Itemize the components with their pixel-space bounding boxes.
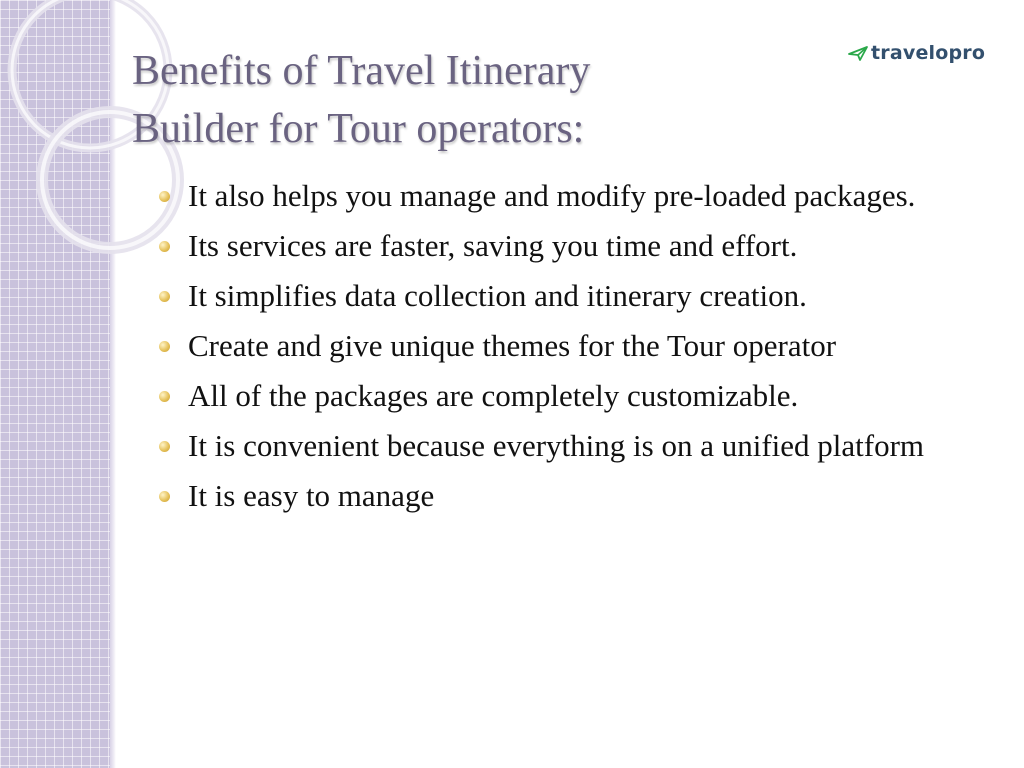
slide-title <box>132 42 752 158</box>
left-strip-edge <box>110 0 116 768</box>
paper-plane-icon <box>848 43 868 63</box>
slide-title-line-2: Builder for Tour operators: <box>132 106 585 152</box>
bullet-marker <box>159 391 170 402</box>
logo-text: travelopro <box>871 42 986 64</box>
list-item <box>156 224 990 268</box>
bullet-list <box>156 174 990 524</box>
bullet-marker <box>159 441 170 452</box>
list-item <box>156 274 990 318</box>
list-item <box>156 474 990 518</box>
bullet-text: It also helps you manage and modify pre-loaded packages. <box>188 178 916 213</box>
bullet-marker <box>159 291 170 302</box>
list-item <box>156 174 990 218</box>
bullet-marker <box>159 491 170 502</box>
bullet-text: It is easy to manage <box>188 478 435 513</box>
list-item <box>156 324 990 368</box>
list-item <box>156 374 990 418</box>
bullet-text: It simplifies data collection and itinerary creation. <box>188 278 807 313</box>
bullet-marker <box>159 191 170 202</box>
bullet-text: Create and give unique themes for the Tour operator <box>188 328 837 363</box>
bullet-text: It is convenient because everything is on a unified platform <box>188 428 925 463</box>
travelopro-logo <box>848 38 985 68</box>
left-decorative-grid <box>0 0 110 768</box>
bullet-text: All of the packages are completely customizable. <box>188 378 799 413</box>
bullet-marker <box>159 241 170 252</box>
slide-title-line-1: Benefits of Travel Itinerary <box>132 48 591 94</box>
list-item <box>156 424 990 468</box>
bullet-marker <box>159 341 170 352</box>
bullet-text: Its services are faster, saving you time and effort. <box>188 228 798 263</box>
